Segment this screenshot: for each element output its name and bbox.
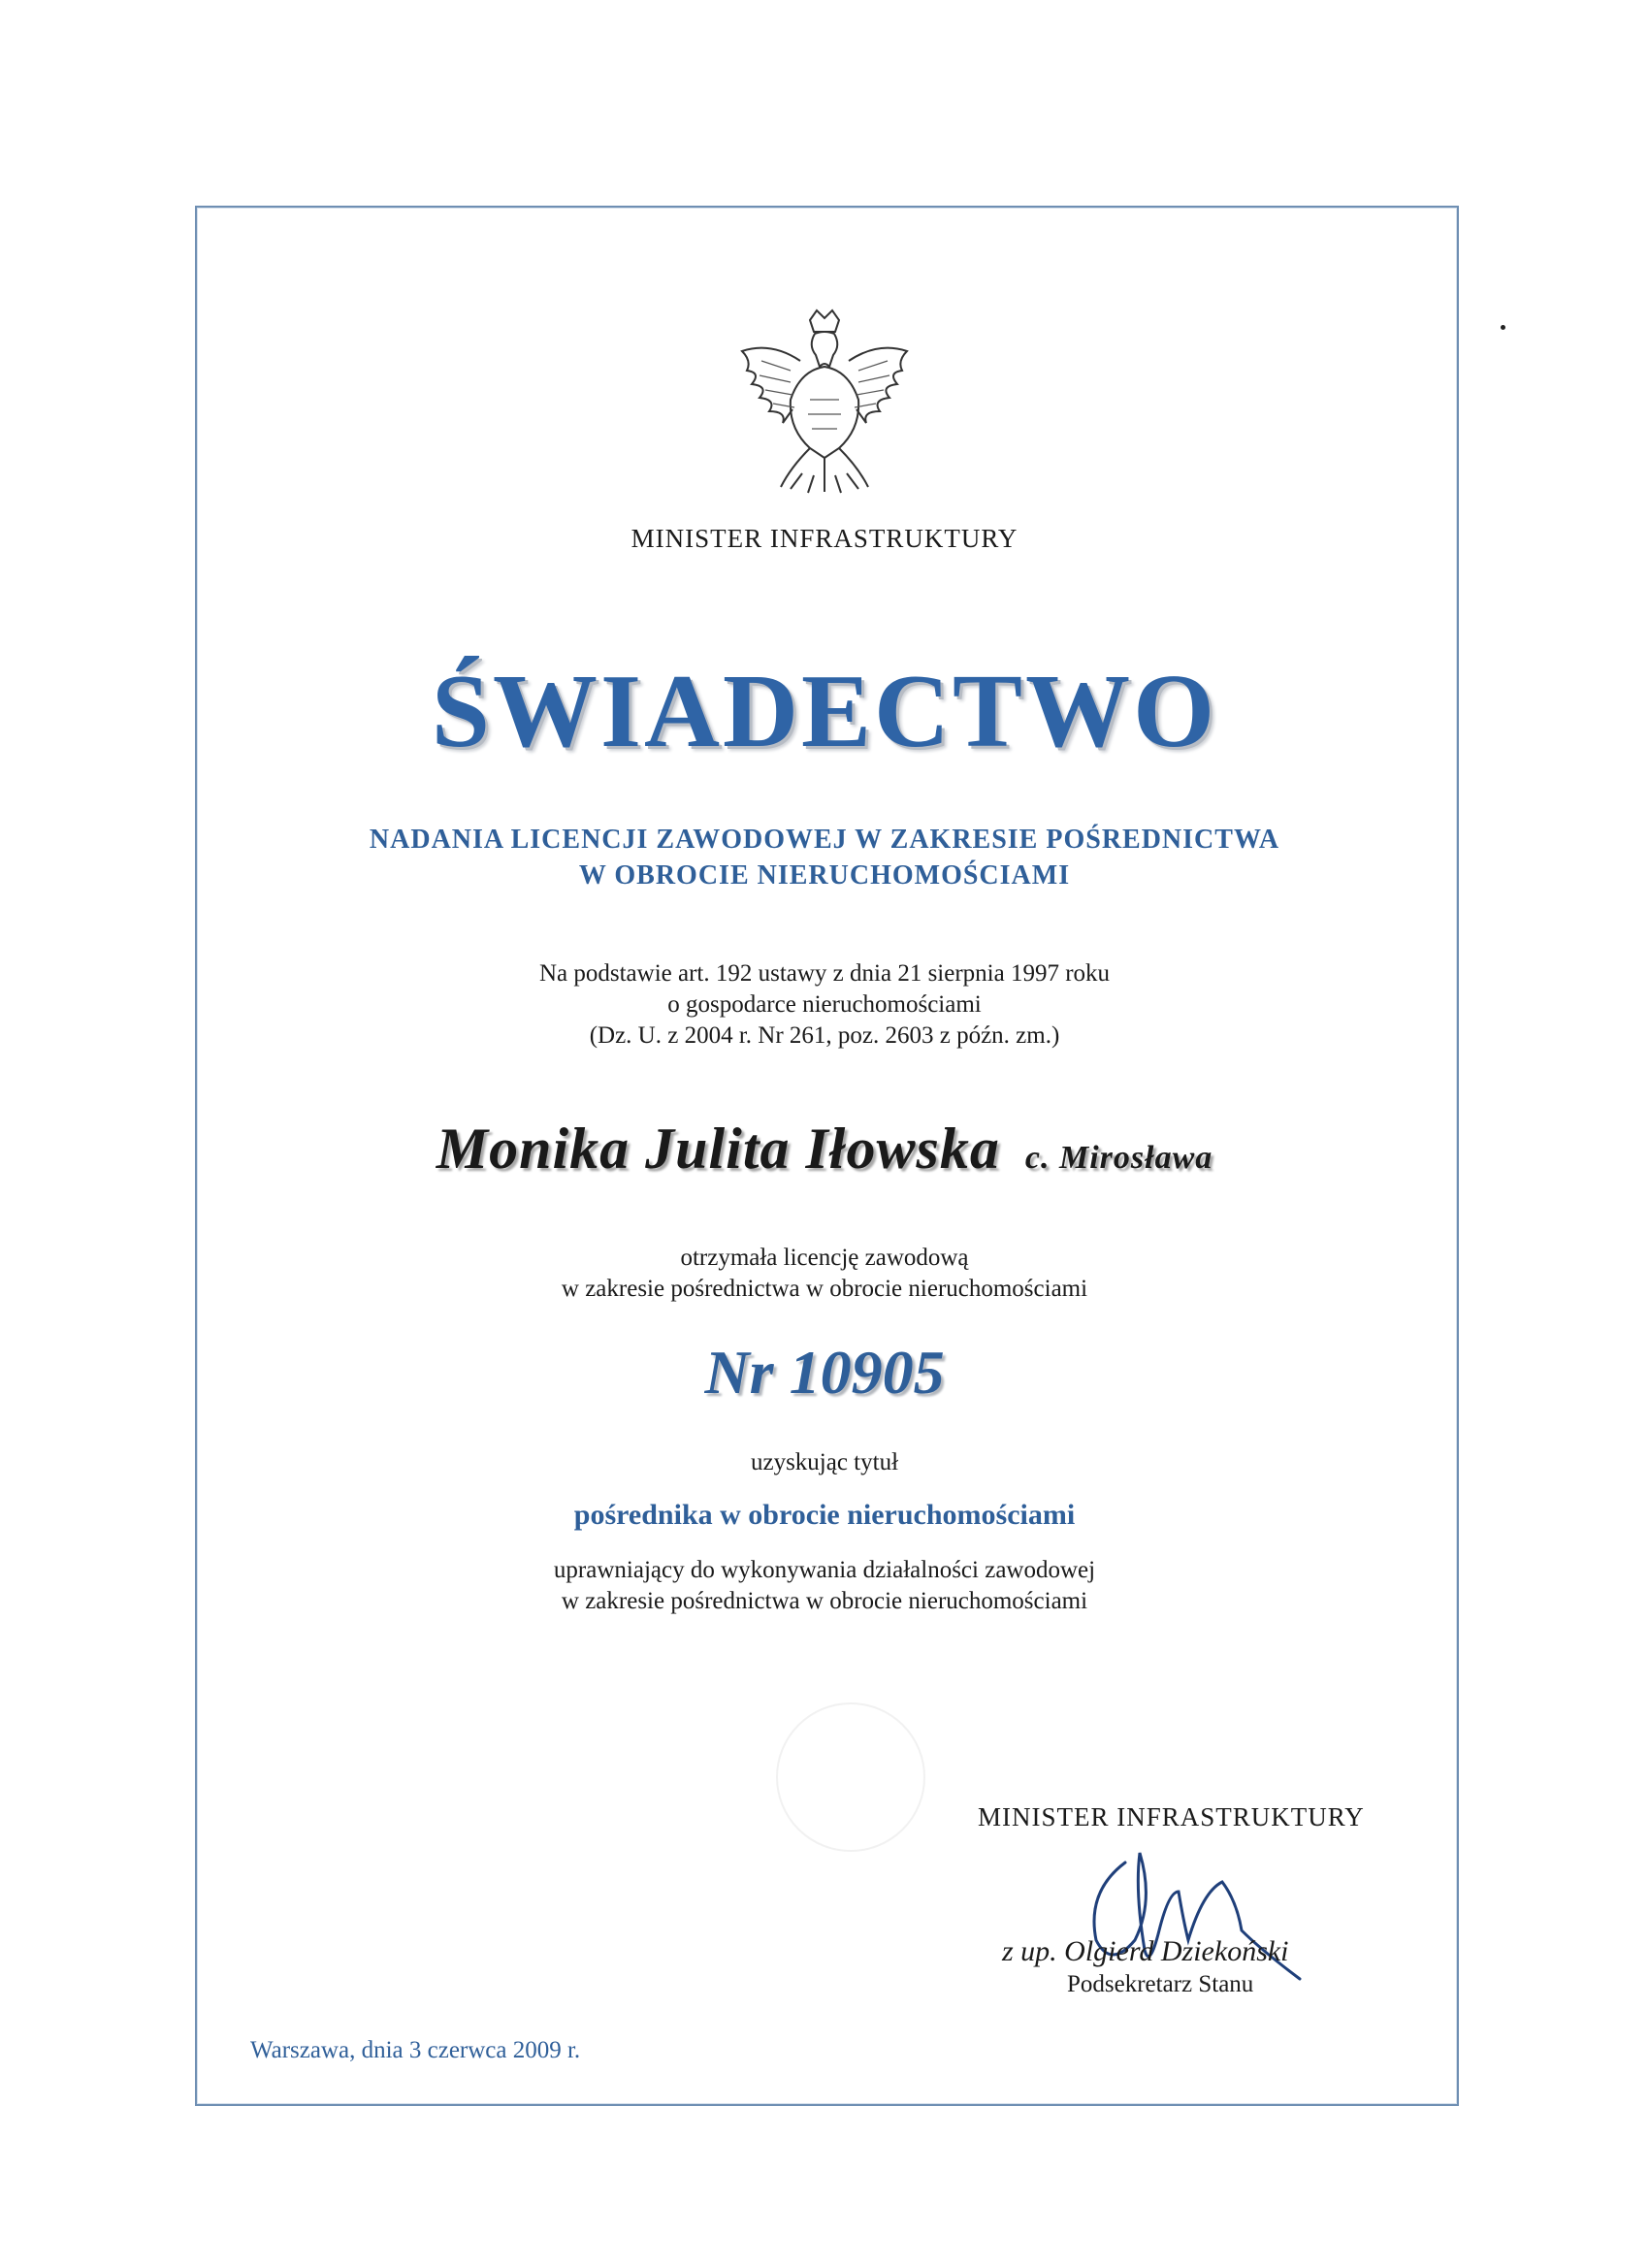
received-line-1: otrzymała licencję zawodową xyxy=(680,1245,969,1271)
recipient-line xyxy=(0,1116,1649,1183)
document-title: ŚWIADECTWO xyxy=(431,654,1218,769)
signatory-authority: MINISTER INFRASTRUKTURY xyxy=(978,1802,1365,1831)
recipient-name: Monika Julita Iłowska xyxy=(436,1117,1000,1181)
scan-speck xyxy=(1501,325,1505,330)
header-authority: MINISTER INFRASTRUKTURY xyxy=(630,524,1018,553)
authorization-line-2: w zakresie pośrednictwa w obrocie nieruchomościami xyxy=(561,1588,1088,1614)
received-line-2: w zakresie pośrednictwa w obrocie nieruchomościami xyxy=(561,1276,1088,1302)
place-and-date: Warszawa, dnia 3 czerwca 2009 r. xyxy=(250,2037,581,2063)
professional-title: pośrednika w obrocie nieruchomościami xyxy=(573,1499,1076,1531)
subtitle-line-1: NADANIA LICENCJI ZAWODOWEJ W ZAKRESIE POŚREDNICTWA xyxy=(369,825,1280,855)
legal-basis-line-1: Na podstawie art. 192 ustawy z dnia 21 sierpnia 1997 roku xyxy=(538,960,1111,987)
legal-basis-line-3: (Dz. U. z 2004 r. Nr 261, poz. 2603 z późn. zm.) xyxy=(589,1022,1060,1049)
license-number: Nr 10905 xyxy=(704,1338,945,1407)
embossed-seal-icon xyxy=(776,1702,925,1852)
subtitle-line-2: W OBROCIE NIERUCHOMOŚCIAMI xyxy=(578,860,1071,891)
legal-basis-line-2: o gospodarce nieruchomościami xyxy=(667,991,982,1018)
authorization-line-1: uprawniający do wykonywania działalności zawodowej xyxy=(553,1557,1096,1583)
polish-eagle-emblem-icon xyxy=(732,303,917,497)
signatory-position: Podsekretarz Stanu xyxy=(1067,1971,1254,1997)
title-intro: uzyskując tytuł xyxy=(750,1449,899,1475)
recipient-father: c. Mirosława xyxy=(1024,1140,1213,1176)
signatory-on-behalf: z up. Olgierd Dziekoński xyxy=(1002,1935,1289,1967)
